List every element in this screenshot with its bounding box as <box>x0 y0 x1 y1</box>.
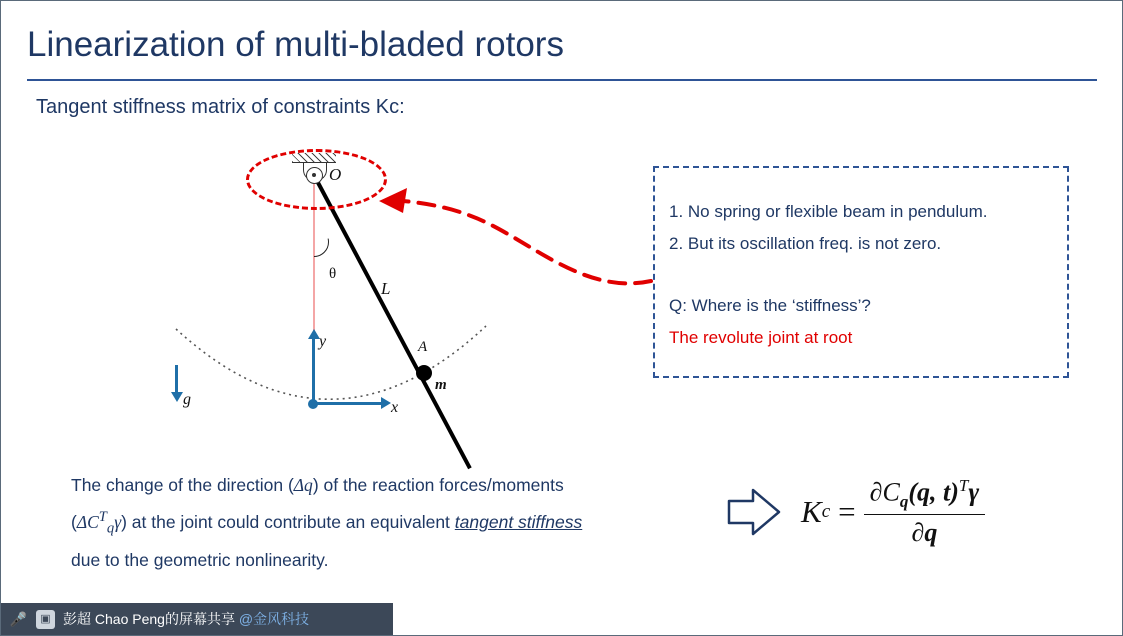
delta-cq-superscript: T <box>98 509 107 525</box>
y-axis-arrowhead <box>308 329 320 339</box>
x-axis <box>313 402 383 405</box>
explanation-paragraph <box>71 469 691 576</box>
microphone-icon[interactable]: 🎤 <box>9 611 28 627</box>
x-axis-label: x <box>391 399 399 416</box>
callout-question: Q: Where is the ‘stiffness’? <box>669 296 871 315</box>
formula-equals: = <box>838 493 856 529</box>
screen-share-status <box>63 609 309 629</box>
point-a-label: A <box>418 339 428 355</box>
block-arrow-icon <box>727 487 781 537</box>
denominator-partial: ∂ <box>911 517 925 547</box>
title-divider <box>27 79 1097 81</box>
formula-fraction <box>864 476 986 548</box>
y-axis-label: y <box>319 333 327 350</box>
numerator-subscript-q: q <box>899 491 909 511</box>
formula-lhs-subscript: c <box>821 500 831 522</box>
explanation-part3: ( <box>71 511 77 532</box>
explanation-part5: due to the geometric nonlinearity. <box>71 550 329 571</box>
callout-point-1: 1. No spring or flexible beam in pendulum. <box>669 202 988 221</box>
axis-origin-dot <box>308 399 318 409</box>
x-axis-arrowhead <box>381 397 391 409</box>
slide-subtitle: Tangent stiffness matrix of constraints Kc: <box>36 96 405 118</box>
callout-box <box>653 166 1069 378</box>
formula-numerator <box>864 476 986 515</box>
gamma-symbol: γ <box>114 511 122 532</box>
tangent-stiffness-formula <box>801 476 985 548</box>
theta-label: θ <box>329 266 337 282</box>
numerator-arguments: (q, t) <box>908 477 959 507</box>
share-user-text: 彭超 Chao Peng的屏幕共享 <box>63 611 239 627</box>
length-label: L <box>381 279 391 298</box>
y-axis <box>312 337 315 405</box>
gravity-arrow <box>175 365 178 395</box>
explanation-part2: ) of the reaction forces/moments <box>312 475 564 495</box>
numerator-gamma: γ <box>968 477 980 507</box>
gravity-arrowhead <box>171 392 183 402</box>
delta-q-symbol: Δq <box>293 475 313 495</box>
gravity-label: g <box>183 391 191 408</box>
callout-point-2: 2. But its oscillation freq. is not zero. <box>669 234 942 253</box>
delta-cq-subscript: q <box>106 520 115 537</box>
formula-lhs: K <box>801 493 822 529</box>
origin-label: O <box>329 165 342 184</box>
explanation-part4: ) at the joint could contribute an equivalent <box>121 511 455 532</box>
page-title: Linearization of multi-bladed rotors <box>27 25 564 64</box>
callout-connector-arrow <box>351 161 671 291</box>
explanation-part1: The change of the direction ( <box>71 475 294 495</box>
callout-answer: The revolute joint at root <box>669 328 853 347</box>
camera-icon[interactable]: ▣ <box>36 610 55 629</box>
numerator-transpose: T <box>958 476 969 495</box>
tangent-stiffness-emphasis: tangent stiffness <box>454 511 583 532</box>
screen-share-taskbar[interactable] <box>1 603 393 635</box>
share-company-text: @金风科技 <box>238 611 310 627</box>
delta-cq-symbol: ΔC <box>76 511 99 532</box>
point-mass <box>416 365 432 381</box>
denominator-q: q <box>924 517 938 547</box>
formula-denominator <box>864 515 986 548</box>
mass-label: m <box>435 377 447 393</box>
numerator-partial-c: ∂C <box>869 477 900 507</box>
